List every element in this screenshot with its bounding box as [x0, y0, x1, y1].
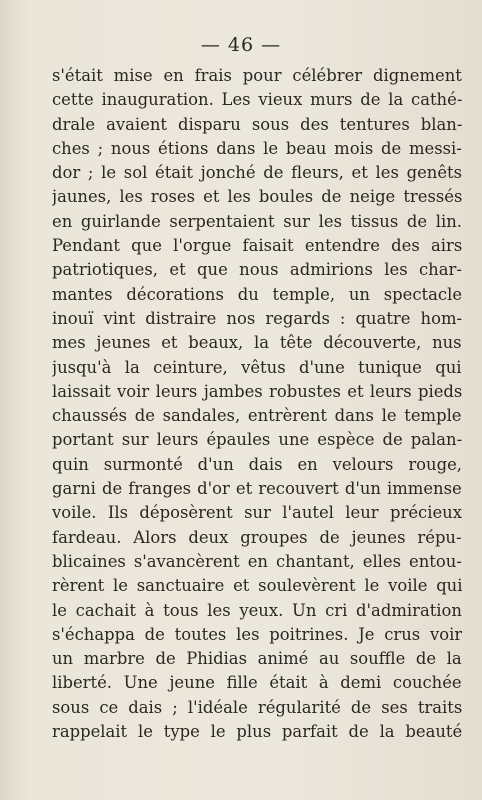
text-line: garni de franges d'or et recouvert d'un immense [52, 479, 462, 499]
text-line: s'échappa de toutes les poitrines. Je crus voir [52, 624, 462, 644]
text-line: voile. Ils déposèrent sur l'autel leur précieux [52, 503, 462, 523]
text-line: en guirlande serpentaient sur les tissus de lin. [52, 211, 462, 231]
text-line: un marbre de Phidias animé au souffle de la [52, 649, 462, 669]
text-line: liberté. Une jeune fille était à demi couchée [52, 673, 462, 693]
body-text [52, 64, 462, 744]
text-line: rappelait le type le plus parfait de la beauté [52, 722, 462, 742]
text-line: laissait voir leurs jambes robustes et leurs pieds [52, 381, 462, 401]
page-number: — 46 — [200, 34, 282, 56]
text-line: jusqu'à la ceinture, vêtus d'une tunique qui [52, 357, 462, 377]
text-line: rèrent le sanctuaire et soulevèrent le voile qui [52, 576, 462, 596]
text-line: mantes décorations du temple, un spectacle [52, 284, 462, 304]
text-line: portant sur leurs épaules une espèce de palan- [52, 430, 462, 450]
text-line: mes jeunes et beaux, la tête découverte, nus [52, 333, 462, 353]
text-line: drale avaient disparu sous des tentures blan- [52, 114, 462, 134]
text-line: cette inauguration. Les vieux murs de la cathé- [52, 90, 462, 110]
text-line: Pendant que l'orgue faisait entendre des airs [52, 236, 462, 256]
text-line: ches ; nous étions dans le beau mois de messi- [52, 138, 462, 158]
text-line: inouï vint distraire nos regards : quatre hom- [52, 308, 462, 328]
text-line: s'était mise en frais pour célébrer dignement [52, 66, 462, 85]
text-line: jaunes, les roses et les boules de neige tressés [52, 187, 462, 207]
text-line: patriotiques, et que nous admirions les char- [52, 260, 462, 280]
text-line: sous ce dais ; l'idéale régularité de ses traits [52, 697, 462, 717]
text-line: chaussés de sandales, entrèrent dans le temple [52, 406, 462, 426]
text-line: quin surmonté d'un dais en velours rouge, [52, 454, 462, 474]
text-line: fardeau. Alors deux groupes de jeunes répu- [52, 527, 462, 547]
text-line: blicaines s'avancèrent en chantant, elles entou- [52, 551, 462, 571]
text-line: le cachait à tous les yeux. Un cri d'admiration [52, 600, 462, 620]
text-line: dor ; le sol était jonché de fleurs, et les genêts [52, 163, 462, 183]
